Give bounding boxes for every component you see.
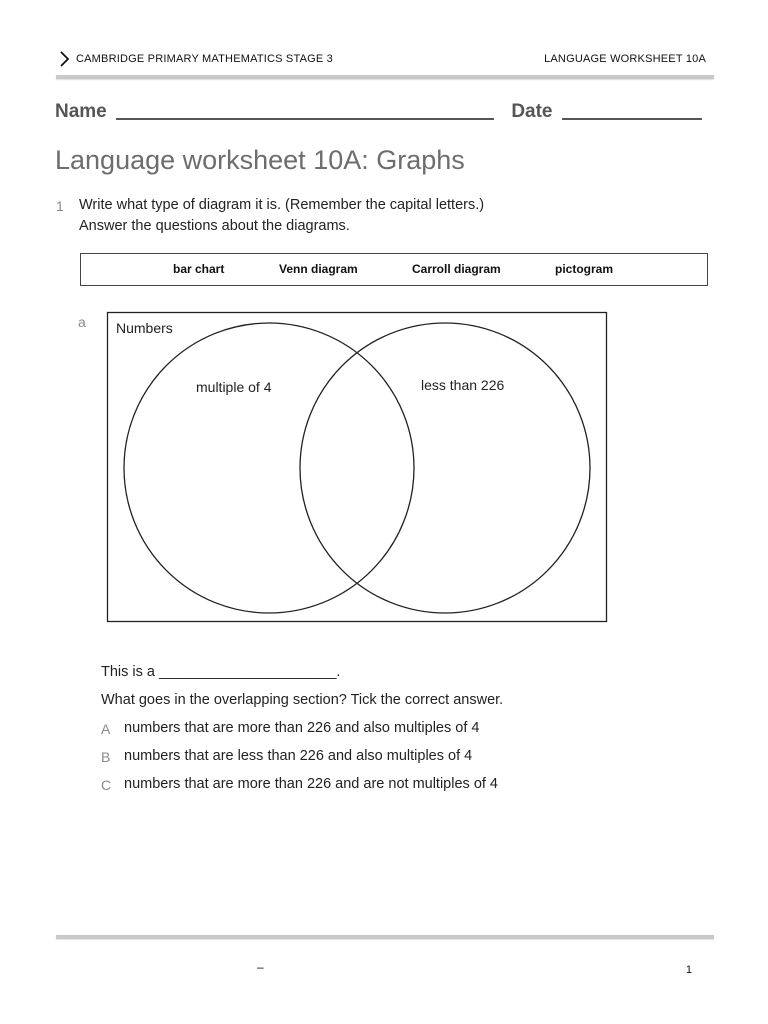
answer-option[interactable]: numbers that are less than 226 and also multiples of 4: [124, 748, 473, 764]
venn-right-set-label: less than 226: [421, 377, 505, 393]
name-label: Name: [55, 101, 107, 122]
answer-option[interactable]: numbers that are more than 226 and are not multiples of 4: [124, 776, 498, 792]
question-number: 1: [56, 198, 64, 214]
word-bank-item: bar chart: [173, 262, 225, 276]
header-worksheet-id: LANGUAGE WORKSHEET 10A: [544, 53, 706, 65]
header-series-title: CAMBRIDGE PRIMARY MATHEMATICS STAGE 3: [76, 53, 333, 65]
venn-universe-label: Numbers: [116, 320, 173, 336]
page-number: 1: [685, 964, 692, 976]
word-bank-item: Venn diagram: [279, 262, 358, 276]
diagram-type-prompt: This is a ______________________.: [101, 664, 341, 680]
part-label: a: [78, 314, 86, 330]
question-instruction-line2: Answer the questions about the diagrams.: [79, 218, 350, 234]
question-instruction-line1: Write what type of diagram it is. (Remember the capital letters.): [79, 197, 485, 213]
option-letter: C: [101, 777, 112, 793]
option-letter: B: [101, 749, 111, 765]
footer-divider: [56, 935, 714, 939]
date-label: Date: [511, 101, 553, 122]
option-letter: A: [101, 721, 111, 737]
venn-left-set-label: multiple of 4: [196, 379, 272, 395]
venn-universe-rectangle: [108, 313, 607, 622]
overlap-question: What goes in the overlapping section? Tick the correct answer.: [101, 692, 504, 708]
page-title: Language worksheet 10A: Graphs: [55, 145, 465, 175]
answer-option[interactable]: numbers that are more than 226 and also multiples of 4: [124, 720, 480, 736]
venn-left-circle: [124, 323, 414, 613]
word-bank-item: Carroll diagram: [412, 262, 501, 276]
footer-dash: –: [257, 960, 264, 974]
venn-right-circle: [300, 323, 590, 613]
word-bank-item: pictogram: [555, 262, 614, 276]
